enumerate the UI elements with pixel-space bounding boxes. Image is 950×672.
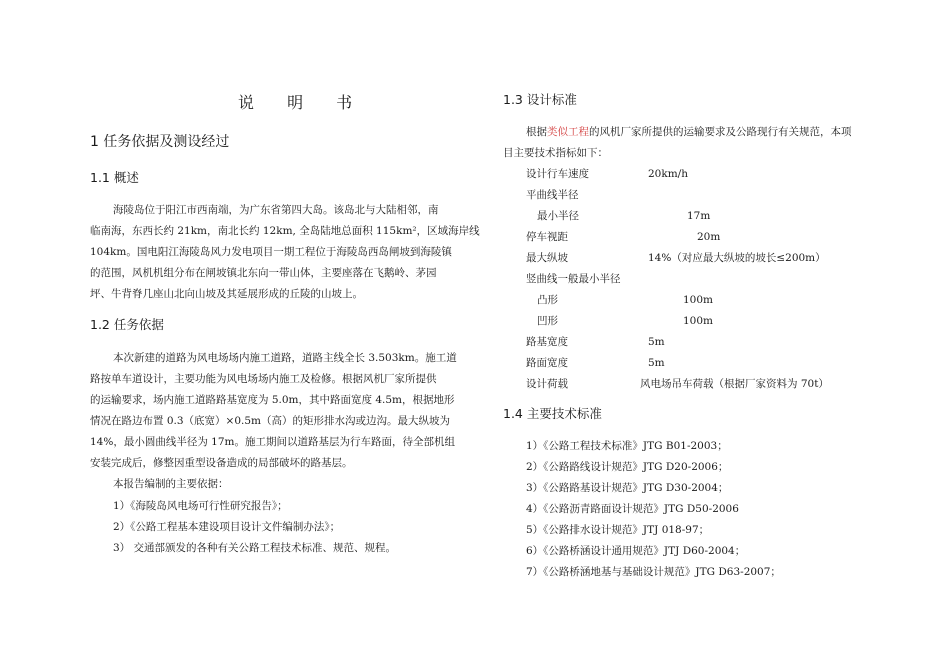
text-line: 本报告编制的主要依据：: [113, 478, 229, 490]
spec-label: 竖曲线一般最小半径: [526, 273, 621, 285]
list-item: 3）《公路路基设计规范》JTG D30-2004；: [526, 482, 729, 494]
text-line: 海陵岛位于阳江市西南端，为广东省第四大岛。该岛北与大陆相邻，南: [113, 204, 439, 216]
spec-label: 路面宽度: [526, 357, 568, 369]
intro-text: 的风机厂家所提供的运输要求及公路现行有关规范，本项: [589, 126, 852, 138]
spec-label: 平曲线半径: [526, 189, 579, 201]
spec-label: 最小半径: [537, 210, 579, 222]
section-1-4-heading: 1.4 主要技术标准: [503, 406, 602, 421]
text-line: 坪、牛背脊几座山北向山坡及其延展形成的丘陵的山坡上。: [90, 288, 363, 300]
text-line: 情况在路边布置 0.3（底宽）×0.5m（高）的矩形排水沟或边沟。最大纵坡为: [90, 415, 450, 427]
text-line: 本次新建的道路为风电场场内施工道路，道路主线全长 3.503km。施工道: [113, 352, 457, 364]
spec-value: 20m: [697, 231, 721, 243]
list-item: 7）《公路桥涵地基与基础设计规范》JTG D63-2007；: [526, 566, 781, 578]
text-line: 的运输要求，场内施工道路路基宽度为 5.0m，其中路面宽度 4.5m，根据地形: [90, 394, 455, 406]
text-line: 路按单车道设计，主要功能为风电场场内施工及检修。根据风机厂家所提供: [90, 373, 437, 385]
text-line: 14%，最小圆曲线半径为 17m。施工期间以道路基层为行车路面，待全部机组: [90, 436, 455, 448]
doc-title: 说 明 书: [238, 93, 367, 112]
spec-label: 凸形: [537, 294, 558, 306]
text-line: 的范围，风机机组分布在闸坡镇北东向一带山体，主要座落在飞鹅岭、茅园: [90, 267, 437, 279]
intro-line-2: 目主要技术指标如下：: [503, 147, 608, 159]
list-item: 5）《公路排水设计规范》JTJ 018-97；: [526, 524, 710, 536]
spec-value: 100m: [683, 315, 713, 327]
text-line: 临南海，东西长约 21km，南北长约 12km, 全岛陆地总面积 115km²，区域海岸线: [90, 225, 480, 237]
spec-value: 17m: [687, 210, 711, 222]
spec-label: 设计荷载: [526, 378, 568, 390]
text-line: 安装完成后，修整因重型设备造成的局部破坏的路基层。: [90, 457, 353, 469]
spec-value: 5m: [648, 336, 665, 348]
list-item: 1）《公路工程技术标准》JTG B01-2003；: [526, 440, 728, 452]
text-line: 104km。国电阳江海陵岛风力发电项目一期工程位于海陵岛西岛闸坡到海陵镇: [90, 246, 452, 258]
section-1-1-heading: 1.1 概述: [90, 170, 139, 185]
list-item: 1）《海陵岛风电场可行性研究报告》；: [113, 500, 288, 512]
spec-label: 设计行车速度: [526, 168, 589, 180]
spec-value: 风电场吊车荷载（根据厂家资料为 70t）: [640, 378, 829, 390]
list-item: 2）《公路工程基本建设项目设计文件编制办法》；: [113, 521, 341, 533]
intro-text: 根据: [526, 126, 547, 138]
section-1-2-heading: 1.2 任务依据: [90, 317, 164, 332]
highlight-text: 类似工程: [547, 126, 589, 138]
list-item: 3） 交通部颁发的各种有关公路工程技术标准、规范、规程。: [113, 542, 397, 554]
spec-value: 20km/h: [648, 168, 688, 180]
intro-line-1: [526, 122, 852, 144]
spec-value: 5m: [648, 357, 665, 369]
spec-value: 100m: [683, 294, 713, 306]
spec-label: 路基宽度: [526, 336, 568, 348]
section-1-heading: 1 任务依据及测设经过: [90, 134, 230, 150]
list-item: 2）《公路路线设计规范》JTG D20-2006；: [526, 461, 729, 473]
spec-label: 凹形: [537, 315, 558, 327]
list-item: 4）《公路沥青路面设计规范》JTG D50-2006: [526, 503, 739, 515]
list-item: 6）《公路桥涵设计通用规范》JTJ D60-2004；: [526, 545, 746, 557]
spec-label: 最大纵坡: [526, 252, 568, 264]
spec-value: 14%（对应最大纵坡的坡长≤200m）: [648, 252, 826, 264]
section-1-3-heading: 1.3 设计标准: [503, 92, 577, 107]
spec-label: 停车视距: [526, 231, 568, 243]
